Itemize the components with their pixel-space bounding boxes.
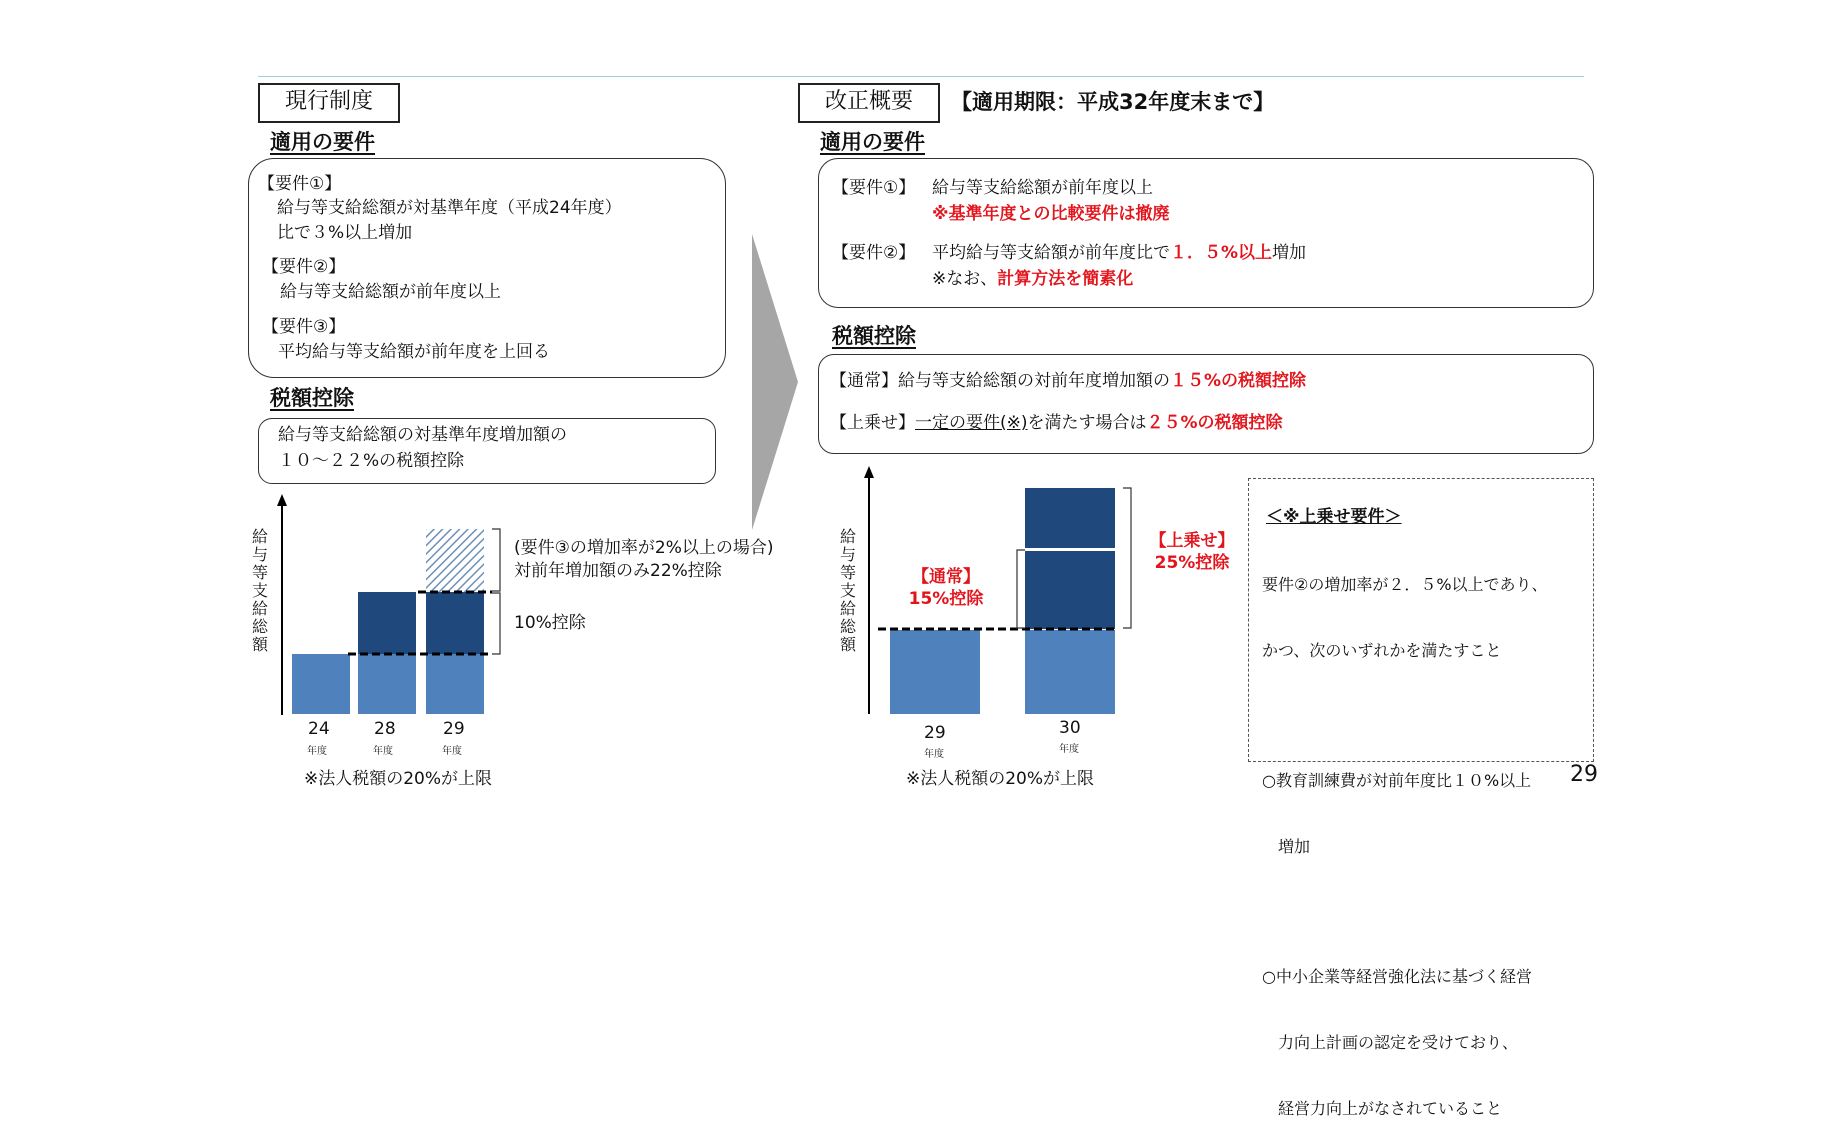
extra-req-line: 力向上計画の認定を受けており、 (1262, 1033, 1519, 1052)
left-bracket-text3: 10%控除 (514, 613, 586, 633)
right-req2-text-a: 平均給与等支給額が前年度比で (932, 243, 1170, 263)
left-note: ※法人税額の20%が上限 (304, 769, 493, 789)
right-req2-label: 【要件②】 (832, 243, 916, 263)
left-bracket-text2: 対前年増加額のみ22%控除 (514, 561, 722, 581)
right-bracket-normal (1017, 550, 1025, 628)
right-req2-text (932, 242, 1306, 264)
right-tax-heading: 税額控除 (832, 324, 916, 348)
right-req1-text: 給与等支給総額が前年度以上 (932, 178, 1153, 198)
right-normal-label: 【通常】 (830, 371, 898, 391)
right-normal-red: １５%の税額控除 (1170, 371, 1307, 391)
bar-29-increase (426, 592, 484, 654)
left-tax-heading: 税額控除 (270, 386, 354, 410)
left-year-24-unit: 年度 (307, 746, 327, 757)
top-divider-line (258, 76, 1584, 77)
current-system-tag: 現行制度 (258, 83, 400, 123)
application-period: 【適用期限：平成32年度末まで】 (951, 90, 1275, 114)
left-year-29-unit: 年度 (442, 746, 462, 757)
bar-30-normal (1025, 551, 1115, 629)
left-req1-line2: 比で３%以上増加 (277, 223, 413, 243)
right-normal-chart-label1: 【通常】 (912, 567, 980, 587)
right-year-30: 30 (1059, 718, 1081, 738)
bar-29-base (426, 654, 484, 714)
bar-28-base (358, 654, 416, 714)
extra-req-line (1262, 706, 1548, 726)
page-number: 29 (1570, 762, 1598, 787)
right-requirements-heading: 適用の要件 (820, 130, 925, 154)
right-req2-text-b: 増加 (1272, 243, 1307, 263)
extra-req-line: ○中小企業等経営強化法に基づく経営 (1262, 967, 1532, 986)
right-extra-text-a: 一定の要件(※) (915, 413, 1028, 433)
right-req2-text-red: １．５%以上 (1170, 243, 1273, 263)
right-extra-chart-label2: 25%控除 (1154, 553, 1230, 573)
right-extra-text-b: を満たす場合は (1027, 413, 1147, 433)
left-req3-line1: 平均給与等支給額が前年度を上回る (278, 342, 550, 362)
left-req1-line1: 給与等支給総額が対基準年度（平成24年度） (277, 198, 622, 218)
revision-tag: 改正概要 (798, 83, 940, 123)
left-req2-label: 【要件②】 (262, 257, 346, 277)
left-req3-label: 【要件③】 (262, 317, 346, 337)
extra-requirement-lines (1262, 530, 1548, 1142)
left-year-24: 24 (308, 719, 330, 739)
left-requirements-heading: 適用の要件 (270, 130, 375, 154)
bar-29-hatched (426, 529, 484, 592)
extra-requirement-title: ＜※上乗せ要件＞ (1266, 507, 1402, 527)
right-extra-chart-label (1142, 530, 1242, 574)
transition-arrow (752, 234, 802, 530)
extra-req-line: 要件②の増加率が２．５%以上であり、 (1262, 575, 1548, 594)
left-req2-line1: 給与等支給総額が前年度以上 (280, 282, 501, 302)
right-bracket-extra (1123, 488, 1131, 628)
right-req1-note: ※基準年度との比較要件は撤廃 (932, 204, 1170, 224)
right-extra-red: ２５%の税額控除 (1146, 413, 1283, 433)
extra-req-line: 増加 (1262, 837, 1311, 856)
bar-28-increase (358, 592, 416, 654)
left-year-28: 28 (374, 719, 396, 739)
right-year-30-unit: 年度 (1059, 744, 1079, 755)
right-extra-chart-label1: 【上乗せ】 (1149, 531, 1235, 551)
left-year-28-unit: 年度 (373, 746, 393, 757)
right-axis-label: 給与等支給総額 (839, 527, 856, 654)
right-normal-text: 給与等支給総額の対前年度増加額の (898, 371, 1170, 391)
bracket-upper (492, 529, 500, 591)
right-normal-chart-label2: 15%控除 (908, 589, 984, 609)
right-y-axis-arrowhead (864, 466, 874, 478)
right-req2-note-red: 計算方法を簡素化 (997, 269, 1134, 289)
bar-29-right-base (890, 630, 980, 714)
right-req2-note (932, 268, 1133, 290)
right-req1-label: 【要件①】 (832, 178, 916, 198)
left-tax-line1: 給与等支給総額の対基準年度増加額の (278, 425, 567, 445)
extra-req-line: かつ、次のいずれかを満たすこと (1262, 641, 1502, 660)
left-tax-line2: １０～２２%の税額控除 (278, 451, 465, 471)
right-extra-row (830, 412, 1283, 434)
right-tax-box (818, 354, 1594, 454)
bar-30-base (1025, 630, 1115, 714)
extra-req-line: 経営力向上がなされていること (1262, 1099, 1503, 1118)
right-req2-note-a: ※なお、 (932, 269, 998, 289)
right-year-29-unit: 年度 (924, 749, 944, 760)
left-y-axis-arrowhead (277, 494, 287, 506)
bracket-lower (492, 593, 500, 654)
bar-30-extra (1025, 488, 1115, 548)
right-note: ※法人税額の20%が上限 (906, 769, 1095, 789)
right-year-29: 29 (924, 723, 946, 743)
right-normal-chart-label (900, 566, 992, 610)
left-req1-label: 【要件①】 (258, 174, 342, 194)
left-year-29: 29 (443, 719, 465, 739)
left-bar-chart (270, 480, 830, 720)
extra-req-line (1262, 902, 1548, 922)
left-axis-label: 給与等支給総額 (251, 527, 268, 654)
extra-req-line: ○教育訓練費が対前年度比１０%以上 (1262, 771, 1532, 790)
right-normal-row (830, 370, 1306, 392)
right-extra-label: 【上乗せ】 (830, 413, 915, 433)
left-bracket-text1: (要件③の増加率が2%以上の場合) (514, 538, 774, 558)
bar-24-base (292, 654, 350, 714)
